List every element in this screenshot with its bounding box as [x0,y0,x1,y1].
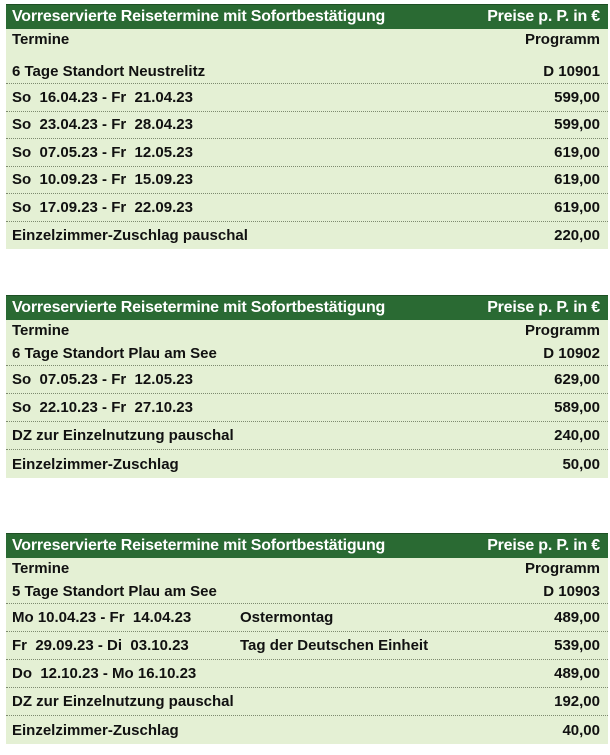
table-header-title: Vorreservierte Reisetermine mit Sofortbestätigung [12,8,386,25]
holiday-note: Ostermontag [240,609,334,626]
price: 220,00 [554,226,600,244]
table-row [6,366,608,394]
extra-row [6,422,608,450]
col-label-programm: Programm [524,322,600,339]
price-table-3 [6,533,608,744]
extra-label: Einzelzimmer-Zuschlag [12,721,179,739]
table-row [6,604,608,632]
table-row [6,167,608,195]
price: 50,00 [562,455,600,473]
program-code: D 10901 [543,63,600,80]
table-row [6,194,608,222]
table-row [6,632,608,660]
table-header-price: Preise p. P. in € [487,537,600,554]
section-row [6,344,608,366]
table-row [6,394,608,422]
extra-row [6,450,608,478]
table-row [6,139,608,167]
price: 599,00 [554,116,600,134]
table-row [6,112,608,140]
extra-row [6,222,608,250]
col-label-programm: Programm [524,31,600,48]
price: 489,00 [554,609,600,626]
col-label-termine: Termine [12,560,70,577]
date-range: Fr 29.09.23 - Di 03.10.23 [12,637,189,654]
date-range: Mo 10.04.23 - Fr 14.04.23 [12,609,192,626]
extra-label: Einzelzimmer-Zuschlag [12,455,179,473]
section-row [6,57,608,85]
price: 589,00 [554,399,600,416]
section-title: 5 Tage Standort Plau am See [12,583,217,600]
price-table-1 [6,4,608,249]
price: 489,00 [554,665,600,682]
date-range: Do 12.10.23 - Mo 16.10.23 [12,665,197,682]
table-row [6,84,608,112]
date-range: So 22.10.23 - Fr 27.10.23 [12,399,193,416]
date-range: So 10.09.23 - Fr 15.09.23 [12,171,193,189]
table-body [6,558,608,744]
section-title: 6 Tage Standort Neustrelitz [12,63,206,80]
table-header-price: Preise p. P. in € [487,8,600,25]
date-range: So 17.09.23 - Fr 22.09.23 [12,198,193,216]
table-header-title: Vorreservierte Reisetermine mit Sofortbestätigung [12,537,386,554]
price: 40,00 [562,721,600,739]
extra-label: Einzelzimmer-Zuschlag pauschal [12,226,248,244]
price-table-2 [6,295,608,478]
holiday-note: Tag der Deutschen Einheit [240,637,429,654]
table-header [6,4,608,29]
col-label-programm: Programm [524,560,600,577]
col-label-termine: Termine [12,322,70,339]
table-body [6,29,608,249]
table-header [6,533,608,558]
date-range: So 07.05.23 - Fr 12.05.23 [12,143,193,161]
price: 619,00 [554,171,600,189]
date-range: So 23.04.23 - Fr 28.04.23 [12,116,193,134]
table-header [6,295,608,320]
extra-label: DZ zur Einzelnutzung pauschal [12,427,234,444]
column-headers [6,558,608,582]
price: 599,00 [554,88,600,106]
table-row [6,660,608,688]
price: 619,00 [554,198,600,216]
extra-row [6,688,608,716]
program-code: D 10903 [543,583,600,600]
table-header-price: Preise p. P. in € [487,299,600,316]
section-row [6,582,608,604]
column-headers [6,320,608,344]
price: 240,00 [554,427,600,444]
table-header-title: Vorreservierte Reisetermine mit Sofortbestätigung [12,299,386,316]
program-code: D 10902 [543,345,600,362]
price: 192,00 [554,693,600,710]
extra-label: DZ zur Einzelnutzung pauschal [12,693,234,710]
price: 539,00 [554,637,600,654]
date-range: So 07.05.23 - Fr 12.05.23 [12,371,193,388]
col-label-termine: Termine [12,31,70,48]
section-title: 6 Tage Standort Plau am See [12,345,217,362]
price: 619,00 [554,143,600,161]
price: 629,00 [554,371,600,388]
table-body [6,320,608,478]
extra-row [6,716,608,744]
column-headers [6,29,608,57]
date-range: So 16.04.23 - Fr 21.04.23 [12,88,193,106]
